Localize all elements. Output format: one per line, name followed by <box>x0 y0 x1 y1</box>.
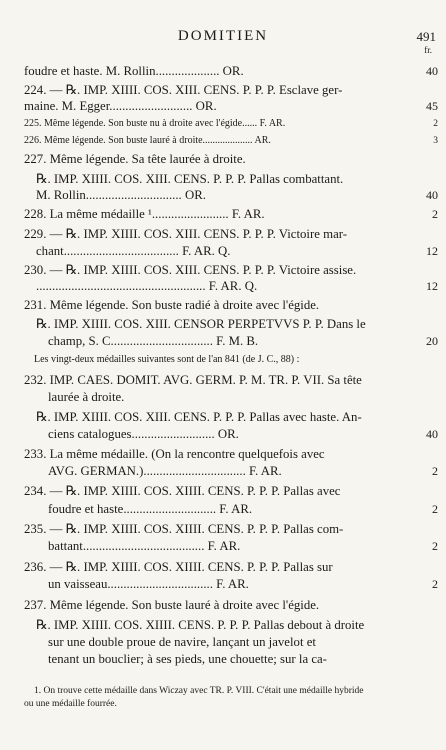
price: 20 <box>426 334 438 348</box>
price: 2 <box>432 577 438 591</box>
price: 2 <box>432 539 438 553</box>
text-line: 227. Même légende. Sa tête laurée à droite. <box>24 152 246 166</box>
text-line: battant...................................... F. AR. <box>48 539 241 553</box>
text-line: champ, S. C................................ F. M. B. <box>48 334 259 348</box>
price: 3 <box>433 136 438 146</box>
text-line: 226. Même légende. Son buste lauré à droite.................... AR. <box>24 135 271 146</box>
price: 40 <box>426 64 438 78</box>
text-line: ℞. IMP. XIIII. COS. XIIII. CENS. P. P. P. Pallas debout à droite <box>36 618 365 632</box>
footnote: ou une médaille fourrée. <box>24 699 117 709</box>
text-line: 235. — ℞. IMP. XIIII. COS. XIIII. CENS. P. P. P. Pallas com- <box>24 522 344 536</box>
price: 12 <box>426 244 438 258</box>
text-line: chant.................................... F. AR. Q. <box>36 244 231 258</box>
price: 40 <box>426 188 438 202</box>
text-line: 225. Même légende. Son buste nu à droite avec l'égide...... F. AR. <box>24 118 286 129</box>
text-line: ℞. IMP. XIIII. COS. XIII. CENS. P. P. P. Pallas avec haste. An- <box>36 410 362 424</box>
currency-unit: fr. <box>424 45 432 55</box>
price: 40 <box>426 427 438 441</box>
text-line: 233. La même médaille. (On la rencontre quelquefois avec <box>24 447 325 461</box>
text-line: maine. M. Egger.......................... OR. <box>24 99 217 113</box>
text-line: foudre et haste. M. Rollin.................... OR. <box>24 64 244 78</box>
page-number: 491 <box>416 29 436 44</box>
text-line: sur une double proue de navire, lançant un javelot et <box>48 635 316 649</box>
text-line: 234. — ℞. IMP. XIIII. COS. XIIII. CENS. P. P. P. Pallas avec <box>24 484 341 498</box>
text-line: 236. — ℞. IMP. XIIII. COS. XIIII. CENS. P. P. P. Pallas sur <box>24 560 333 574</box>
text-line: 237. Même légende. Son buste lauré à droite avec l'égide. <box>24 598 320 612</box>
text-line: 232. IMP. CAES. DOMIT. AVG. GERM. P. M. TR. P. VII. Sa tête <box>24 373 362 387</box>
text-line: ..................................................... F. AR. Q. <box>36 279 258 293</box>
running-head: DOMITIEN <box>177 28 269 44</box>
text-line: laurée à droite. <box>48 390 125 404</box>
text-line: un vaisseau................................. F. AR. <box>48 577 249 591</box>
text-line: 230. — ℞. IMP. XIIII. COS. XIII. CENS. P. P. P. Victoire assise. <box>24 263 357 277</box>
text-line: AVG. GERMAN.)................................ F. AR. <box>48 464 282 478</box>
text-line: foudre et haste............................. F. AR. <box>48 502 253 516</box>
text-line: M. Rollin.............................. OR. <box>36 188 206 202</box>
price: 2 <box>432 207 438 221</box>
price: 45 <box>426 99 438 113</box>
price: 2 <box>432 502 438 516</box>
price: 2 <box>433 119 438 129</box>
footnote: 1. On trouve cette médaille dans Wiczay avec TR. P. VIII. C'était une médaille hybride <box>34 686 364 696</box>
text-line: ciens catalogues.......................... OR. <box>48 427 239 441</box>
text-line: 228. La même médaille ¹........................ F. AR. <box>24 207 265 221</box>
price: 12 <box>426 279 438 293</box>
text-line: ℞. IMP. XIIII. COS. XIII. CENS. P. P. P. Pallas combattant. <box>36 172 344 186</box>
text-line: tenant un bouclier; à ses pieds, une chouette; sur la ca- <box>48 652 327 666</box>
text-line: 231. Même légende. Son buste radié à droite avec l'égide. <box>24 298 320 312</box>
price: 2 <box>432 464 438 478</box>
text-line: Les vingt-deux médailles suivantes sont de l'an 841 (de J. C., 88) : <box>34 354 300 365</box>
text-line: 229. — ℞. IMP. XIIII. COS. XIII. CENS. P. P. P. Victoire mar- <box>24 227 348 241</box>
text-line: 224. — ℞. IMP. XIIII. COS. XIII. CENS. P. P. P. Esclave ger- <box>24 83 343 97</box>
text-line: ℞. IMP. XIIII. COS. XIII. CENSOR PERPETVVS P. P. Dans le <box>36 317 366 331</box>
